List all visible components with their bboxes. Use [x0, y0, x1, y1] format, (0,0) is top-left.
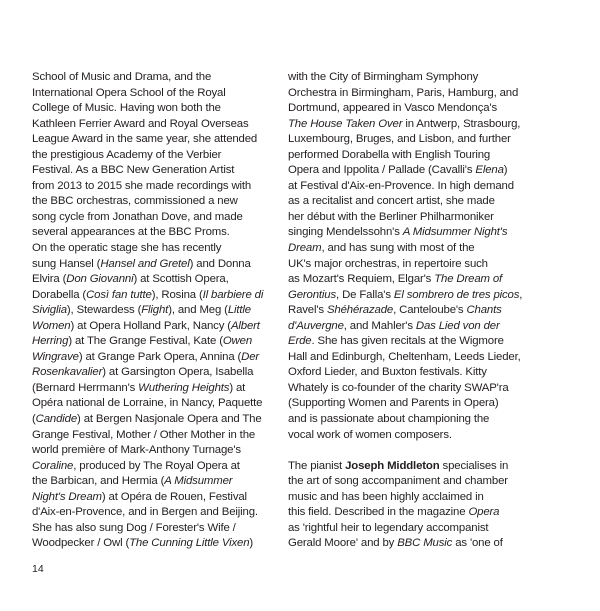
- text-line: [288, 365, 538, 381]
- italic-title: Candide: [35, 413, 78, 426]
- italic-title: Owen: [222, 335, 252, 348]
- text-line: [288, 412, 538, 428]
- text-run: in Antwerp, Strasbourg,: [402, 117, 521, 130]
- text-line: [288, 272, 538, 288]
- left-column: [32, 70, 272, 552]
- text-line: [32, 303, 272, 319]
- paragraph-gap: [288, 443, 538, 459]
- text-line: [32, 179, 272, 195]
- text-run: with the City of Birmingham Symphony: [288, 71, 479, 83]
- text-run: the BBC orchestras, commissioned a new: [32, 195, 238, 208]
- text-line: [288, 505, 538, 521]
- text-line: [288, 428, 538, 444]
- text-line: [32, 396, 272, 412]
- bold-name: Joseph Middleton: [345, 459, 440, 472]
- italic-title: d'Auvergne: [288, 319, 344, 332]
- text-run: ): [503, 164, 508, 177]
- text-run: School of Music and Drama, and the: [32, 71, 212, 83]
- italic-title: Night's Dream: [32, 490, 102, 503]
- text-run: and is passionate about championing the: [288, 413, 490, 426]
- text-run: Gerald Moore' and by: [288, 537, 398, 550]
- text-line: [32, 210, 272, 226]
- text-line: [32, 428, 272, 444]
- text-run: She has also sung Dog / Forester's Wife /: [32, 521, 236, 534]
- italic-title: Herring: [32, 335, 69, 348]
- text-line: [32, 132, 272, 148]
- page-number: 14: [32, 563, 44, 575]
- text-line: [32, 163, 272, 179]
- italic-title: The House Taken Over: [288, 117, 403, 130]
- text-run: music and has been highly acclaimed in: [288, 490, 484, 503]
- text-run: Luxembourg, Bruges, and Lisbon, and further: [288, 133, 511, 146]
- text-run: (: [32, 413, 36, 426]
- text-run: ), Rosina (: [151, 288, 203, 301]
- text-run: at Festival d'Aix-en-Provence. In high demand: [288, 179, 514, 192]
- text-run: as 'rightful heir to legendary accompanist: [288, 521, 489, 534]
- text-run: Oxford Lieder, and Buxton festivals. Kitty: [288, 366, 487, 379]
- text-line: [32, 225, 272, 241]
- italic-title: El sombrero de tres picos: [393, 288, 520, 301]
- text-run: Hall and Edinburgh, Cheltenham, Leeds Lieder,: [288, 350, 521, 363]
- text-run: ) and Donna: [189, 257, 251, 270]
- text-run: vocal work of women composers.: [288, 428, 452, 441]
- text-run: ) at Scottish Opera,: [133, 273, 229, 286]
- text-line: [288, 241, 538, 257]
- text-run: Opera and Ippolita / Pallade (Cavalli's: [288, 164, 476, 177]
- text-line: [32, 459, 272, 475]
- text-line: [288, 101, 538, 117]
- text-run: ), Stewardess (: [66, 304, 142, 317]
- italic-title: Siviglia: [32, 304, 67, 317]
- text-run: d'Aix-en-Provence, and in Bergen and Beijing.: [32, 506, 258, 519]
- text-line: [288, 148, 538, 164]
- text-line: [32, 288, 272, 304]
- text-line: [288, 163, 538, 179]
- text-line: [288, 225, 538, 241]
- text-run: The pianist: [288, 459, 346, 472]
- text-run: ) at Garsington Opera, Isabella: [102, 366, 254, 379]
- right-column: [288, 70, 538, 552]
- text-line: [32, 101, 272, 117]
- text-run: , and Mahler's: [343, 319, 416, 332]
- text-run: Ravel's: [288, 304, 327, 317]
- text-run: Woodpecker / Owl (: [32, 537, 130, 550]
- text-run: Grange Festival, Mother / Other Mother in the: [32, 428, 256, 441]
- text-run: On the operatic stage she has recently: [32, 242, 222, 255]
- italic-title: Das Lied von der: [415, 319, 500, 332]
- text-line: [32, 381, 272, 397]
- italic-title: Don Giovanni: [66, 273, 134, 286]
- text-run: ) at Grange Park Opera, Annina (: [78, 350, 242, 363]
- text-run: , produced by The Royal Opera at: [73, 459, 240, 472]
- italic-title: Il barbiere di: [202, 288, 264, 301]
- text-run: College of Music. Having won both the: [32, 102, 221, 115]
- text-run: . She has given recitals at the Wigmore: [311, 335, 504, 348]
- text-line: [288, 288, 538, 304]
- text-run: as Mozart's Requiem, Elgar's: [288, 273, 435, 286]
- italic-title: A Midsummer Night's: [402, 226, 508, 239]
- italic-title: Wuthering Heights: [138, 381, 230, 394]
- italic-title: A Midsummer: [164, 475, 233, 488]
- text-line: [32, 412, 272, 428]
- text-line: [288, 350, 538, 366]
- paragraph-kitty-whately-continued: [288, 70, 538, 443]
- text-run: world première of Mark-Anthony Turnage's: [32, 444, 241, 457]
- text-line: [288, 210, 538, 226]
- text-line: [288, 194, 538, 210]
- text-run: ) at The Grange Festival, Kate (: [68, 335, 223, 348]
- text-run: Festival. As a BBC New Generation Artist: [32, 164, 235, 177]
- text-line: [32, 117, 272, 133]
- text-run: performed Dorabella with English Touring: [288, 148, 491, 161]
- italic-title: Flight: [141, 304, 169, 317]
- text-run: Dorabella (: [32, 288, 87, 301]
- text-line: [288, 132, 538, 148]
- text-line: [32, 350, 272, 366]
- text-line: [288, 396, 538, 412]
- text-run: ): [249, 537, 254, 550]
- text-line: [32, 148, 272, 164]
- text-run: several appearances at the BBC Proms.: [32, 226, 230, 239]
- text-line: [288, 117, 538, 133]
- text-run: Kathleen Ferrier Award and Royal Overseas: [32, 117, 249, 130]
- text-run: ) at: [229, 381, 246, 394]
- text-run: , Canteloube's: [393, 304, 467, 317]
- italic-title: Chants: [466, 304, 502, 317]
- text-run: ) at Opera Holland Park, Nancy (: [70, 319, 231, 332]
- text-line: [288, 179, 538, 195]
- text-run: ,: [519, 288, 523, 301]
- text-run: singing Mendelssohn's: [288, 226, 403, 239]
- paragraph-joseph-middleton: [288, 459, 538, 552]
- text-line: [288, 70, 538, 86]
- text-line: [288, 334, 538, 350]
- text-line: [32, 490, 272, 506]
- italic-title: Little: [227, 304, 251, 317]
- text-run: her début with the Berliner Philharmoniker: [288, 210, 494, 223]
- italic-title: Hansel and Gretel: [100, 257, 190, 270]
- text-line: [32, 257, 272, 273]
- italic-title: Shéhérazade: [326, 304, 394, 317]
- text-line: [288, 86, 538, 102]
- text-line: [288, 521, 538, 537]
- text-line: [32, 334, 272, 350]
- text-run: UK's major orchestras, in repertoire such: [288, 257, 488, 270]
- text-run: , and has sung with most of the: [321, 242, 475, 255]
- italic-title: Opera: [468, 506, 500, 519]
- text-line: [32, 365, 272, 381]
- text-line: [288, 319, 538, 335]
- text-run: International Opera School of the Royal: [32, 86, 226, 99]
- text-run: specialises in: [439, 459, 509, 472]
- italic-title: Dream: [288, 242, 322, 255]
- text-run: (Bernard Herrmann's: [32, 381, 139, 394]
- italic-title: Der: [241, 350, 260, 363]
- text-line: [288, 459, 538, 475]
- text-run: Elvira (: [32, 273, 67, 286]
- italic-title: The Dream of: [434, 273, 503, 286]
- text-line: [32, 443, 272, 459]
- text-line: [288, 381, 538, 397]
- text-line: [288, 303, 538, 319]
- text-line: [288, 536, 538, 552]
- text-line: [32, 194, 272, 210]
- text-line: [32, 536, 272, 552]
- italic-title: Rosenkavalier: [32, 366, 103, 379]
- italic-title: Elena: [475, 164, 504, 177]
- italic-title: Gerontius: [288, 288, 337, 301]
- text-run: as a recitalist and concert artist, she made: [288, 195, 495, 208]
- text-run: song cycle from Jonathan Dove, and made: [32, 210, 243, 223]
- italic-title: Wingrave: [32, 350, 79, 363]
- text-line: [32, 86, 272, 102]
- italic-title: Albert: [230, 319, 260, 332]
- text-run: this field. Described in the magazine: [288, 506, 469, 519]
- text-run: Dortmund, appeared in Vasco Mendonça's: [288, 102, 498, 115]
- italic-title: Women: [32, 319, 71, 332]
- text-line: [32, 241, 272, 257]
- text-line: [288, 490, 538, 506]
- text-run: , De Falla's: [336, 288, 394, 301]
- text-line: [32, 474, 272, 490]
- text-run: ) at Bergen Nasjonale Opera and The: [77, 413, 262, 426]
- text-run: League Award in the same year, she attended: [32, 133, 258, 146]
- text-run: the prestigious Academy of the Verbier: [32, 148, 222, 161]
- text-line: [288, 474, 538, 490]
- text-run: (Supporting Women and Parents in Opera): [288, 397, 499, 410]
- italic-title: Così fan tutte: [86, 288, 152, 301]
- italic-title: Coraline: [32, 459, 74, 472]
- text-line: [32, 521, 272, 537]
- text-run: from 2013 to 2015 she made recordings with: [32, 179, 252, 192]
- italic-title: The Cunning Little Vixen: [129, 537, 250, 550]
- italic-title: BBC Music: [397, 537, 453, 550]
- text-run: as 'one of: [452, 537, 503, 550]
- text-run: the Barbican, and Hermia (: [32, 475, 165, 488]
- text-run: Opéra national de Lorraine, in Nancy, Paquette: [32, 397, 263, 410]
- text-line: [32, 505, 272, 521]
- text-run: Orchestra in Birmingham, Paris, Hamburg, and: [288, 86, 519, 99]
- text-line: [32, 70, 272, 86]
- text-run: Whately is co-founder of the charity SWAP'ra: [288, 381, 509, 394]
- italic-title: Erde: [288, 335, 312, 348]
- text-run: sung Hansel (: [32, 257, 101, 270]
- text-run: the art of song accompaniment and chamber: [288, 475, 508, 488]
- text-line: [32, 272, 272, 288]
- text-run: ), and Meg (: [168, 304, 228, 317]
- text-line: [32, 319, 272, 335]
- text-run: ) at Opéra de Rouen, Festival: [101, 490, 247, 503]
- text-line: [288, 257, 538, 273]
